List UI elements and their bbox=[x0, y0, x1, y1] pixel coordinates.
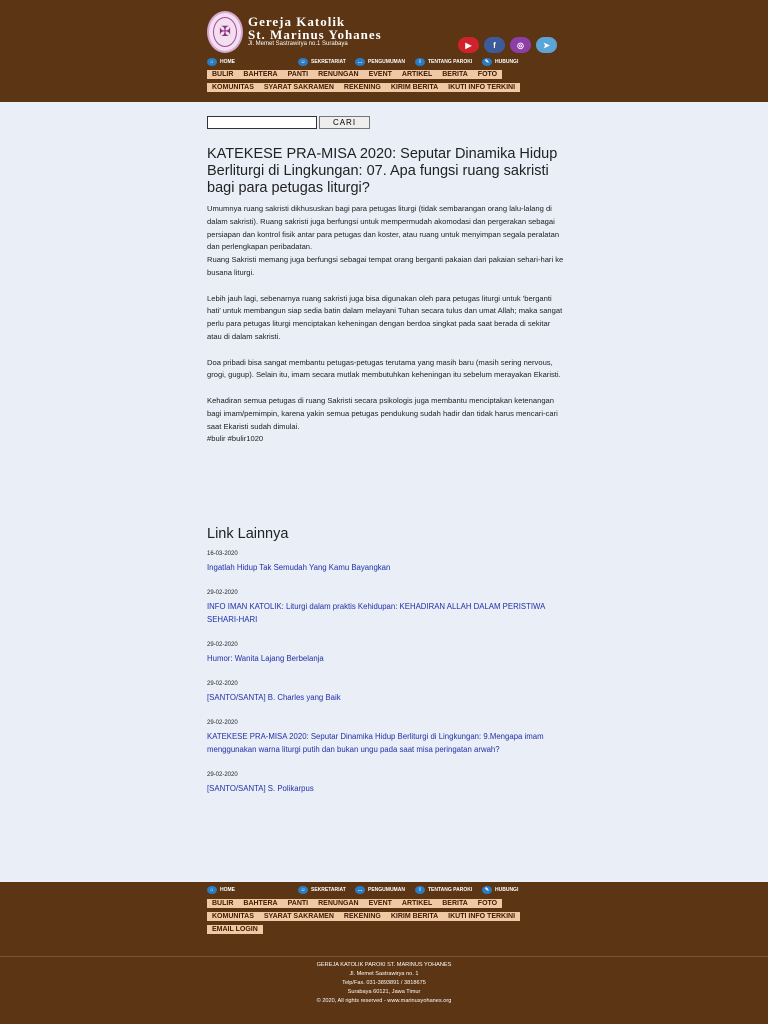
menu-bahtera[interactable]: BAHTERA bbox=[243, 71, 278, 78]
link-title[interactable]: Humor: Wanita Lajang Berbelanja bbox=[207, 654, 324, 663]
nav-hubungi[interactable] bbox=[482, 58, 518, 66]
chat-icon: … bbox=[355, 886, 365, 894]
people-icon: ☺ bbox=[298, 886, 308, 894]
footer-menu-kirim-berita[interactable]: KIRIM BERITA bbox=[390, 913, 439, 920]
main-menu-row2 bbox=[207, 83, 520, 92]
menu-renungan[interactable]: RENUNGAN bbox=[318, 71, 359, 78]
footer-nav-hubungi-label: HUBUNGI bbox=[495, 887, 519, 893]
search-bar bbox=[207, 116, 370, 129]
footer-menu-renungan[interactable]: RENUNGAN bbox=[318, 900, 359, 907]
article-title: KATEKESE PRA-MISA 2020: Seputar Dinamika Hidup Berliturgi di Lingkungan: 07. Apa fungsi ruang sakristi bagi para petugas liturgi? bbox=[207, 146, 558, 196]
list-item bbox=[207, 549, 567, 574]
instagram-icon[interactable]: ◎ bbox=[510, 37, 531, 53]
article-paragraph: Umumnya ruang sakristi dikhususkan bagi para petugas liturgi (tidak sembarangan orang lalu-lalang di dalam sakristi). Ruang sakristi juga berfungsi untuk mempermudah akomodasi dan pergerakan sebagai persiapan dan kontrol fisik antar para petugas dan koster, atau ruang untuk menyimpan segala peralatan dan perlengkapan peribadatan. bbox=[207, 204, 560, 252]
other-links-list bbox=[207, 549, 567, 809]
article-paragraph: Doa pribadi bisa sangat membantu petugas-petugas terutama yang masih baru (masih sering nervous, grogi, gugup). Selain itu, imam secara mutlak membutuhkan keheningan itu sebelum merayakan Ekaristi. bbox=[207, 357, 561, 380]
footer-menu-row2 bbox=[207, 912, 520, 921]
main-menu-row1 bbox=[207, 70, 502, 79]
menu-artikel[interactable]: ARTIKEL bbox=[401, 71, 433, 78]
menu-syarat-sakramen[interactable]: SYARAT SAKRAMEN bbox=[263, 84, 334, 91]
top-nav bbox=[207, 58, 557, 67]
pencil-icon: ✎ bbox=[482, 58, 492, 66]
chat-icon: … bbox=[355, 58, 365, 66]
nav-pengumuman-label: PENGUMUMAN bbox=[368, 59, 405, 65]
nav-home-label: HOME bbox=[220, 59, 235, 65]
footer-menu-row1 bbox=[207, 899, 502, 908]
footer-address: Jl. Memet Sastrawirya no. 1 bbox=[349, 971, 419, 977]
people-icon: ☺ bbox=[298, 58, 308, 66]
menu-foto[interactable]: FOTO bbox=[477, 71, 498, 78]
link-date: 29-02-2020 bbox=[207, 642, 238, 648]
link-date: 16-03-2020 bbox=[207, 551, 238, 557]
menu-rekening[interactable]: REKENING bbox=[343, 84, 381, 91]
nav-sekretariat[interactable] bbox=[298, 58, 346, 66]
footer-menu-panti[interactable]: PANTI bbox=[287, 900, 309, 907]
article-paragraph: Ruang Sakristi memang juga berfungsi sebagai tempat orang berganti pakaian dari pakaian sehari-hari ke busana liturgi. bbox=[207, 255, 564, 277]
search-button[interactable]: CARI bbox=[319, 116, 370, 129]
site-header bbox=[0, 0, 768, 102]
nav-pengumuman[interactable] bbox=[355, 58, 405, 66]
footer-menu-bahtera[interactable]: BAHTERA bbox=[243, 900, 278, 907]
menu-berita[interactable]: BERITA bbox=[442, 71, 468, 78]
footer-city: Surabaya 60121, Jawa Timur bbox=[347, 989, 421, 995]
nav-home[interactable] bbox=[207, 58, 235, 66]
list-item bbox=[207, 718, 567, 756]
facebook-icon[interactable]: f bbox=[484, 37, 505, 53]
link-date: 29-02-2020 bbox=[207, 590, 238, 596]
church-emblem-icon[interactable]: ✠ bbox=[207, 11, 243, 53]
footer-menu-ikuti-info-terkini[interactable]: IKUTI INFO TERKINI bbox=[448, 913, 516, 920]
other-links-heading: Link Lainnya bbox=[207, 526, 289, 542]
link-title[interactable]: Ingatlah Hidup Tak Semudah Yang Kamu Bayangkan bbox=[207, 563, 391, 572]
link-title[interactable]: INFO IMAN KATOLIK: Liturgi dalam praktis Kehidupan: KEHADIRAN ALLAH DALAM PERISTIWA SEHARI-HARI bbox=[207, 602, 545, 624]
site-address: Jl. Memet Sastrawirya no.1 Surabaya bbox=[248, 41, 348, 47]
site-name-line1[interactable]: Gereja Katolik bbox=[248, 14, 346, 29]
article-paragraph: Kehadiran semua petugas di ruang Sakristi secara psikologis juga membantu menciptakan ketenangan bagi imam/pemimpin, karena yakin semua petugas pendukung sudah hadir dan tidak harus mencari-cari saat Ekaristi sudah dimulai. bbox=[207, 395, 558, 431]
telegram-icon[interactable]: ➤ bbox=[536, 37, 557, 53]
footer-copyright: © 2020, All rights reserved - www.marinusyohanes.org bbox=[316, 998, 452, 1004]
footer-nav bbox=[207, 886, 557, 895]
menu-ikuti-info-terkini[interactable]: IKUTI INFO TERKINI bbox=[448, 84, 516, 91]
social-links bbox=[458, 37, 557, 53]
info-icon: i bbox=[415, 886, 425, 894]
footer-info bbox=[0, 961, 768, 1006]
footer-nav-pengumuman[interactable] bbox=[355, 886, 405, 894]
list-item bbox=[207, 640, 567, 665]
footer-nav-pengumuman-label: PENGUMUMAN bbox=[368, 887, 405, 893]
footer-nav-home[interactable] bbox=[207, 886, 235, 894]
article-paragraph: Lebih jauh lagi, sebenarnya ruang sakristi juga bisa digunakan oleh para petugas liturgi untuk 'berganti hati' untuk membangun siap sedia batin dalam melayani Tuhan secara tulus dan umat Allah; maka sangat perlu para petugas liturgi menciptakan keheningan dengan berdoa singkat pada saat berada di sekitar atau di dalam sakristi. bbox=[207, 293, 563, 341]
footer-nav-home-label: HOME bbox=[220, 887, 235, 893]
search-input[interactable] bbox=[207, 116, 317, 129]
footer-divider bbox=[0, 956, 768, 957]
nav-sekretariat-label: SEKRETARIAT bbox=[311, 59, 346, 65]
menu-panti[interactable]: PANTI bbox=[287, 71, 309, 78]
youtube-icon[interactable]: ▶ bbox=[458, 37, 479, 53]
footer-menu-foto[interactable]: FOTO bbox=[477, 900, 498, 907]
link-date: 29-02-2020 bbox=[207, 772, 238, 778]
email-login-link[interactable]: EMAIL LOGIN bbox=[212, 926, 258, 933]
list-item bbox=[207, 588, 567, 626]
link-date: 29-02-2020 bbox=[207, 681, 238, 687]
footer-nav-sekretariat-label: SEKRETARIAT bbox=[311, 887, 346, 893]
nav-hubungi-label: HUBUNGI bbox=[495, 59, 519, 65]
footer-nav-sekretariat[interactable] bbox=[298, 886, 346, 894]
menu-kirim-berita[interactable]: KIRIM BERITA bbox=[390, 84, 439, 91]
menu-event[interactable]: EVENT bbox=[368, 71, 392, 78]
footer-menu-row3 bbox=[207, 925, 263, 934]
menu-komunitas[interactable]: KOMUNITAS bbox=[212, 84, 254, 91]
site-name-line2[interactable]: St. Marinus Yohanes bbox=[248, 27, 382, 42]
pencil-icon: ✎ bbox=[482, 886, 492, 894]
footer-menu-syarat-sakramen[interactable]: SYARAT SAKRAMEN bbox=[263, 913, 334, 920]
footer-nav-tentang-paroki[interactable] bbox=[415, 886, 472, 894]
link-title[interactable]: [SANTO/SANTA] B. Charles yang Baik bbox=[207, 693, 341, 702]
link-title[interactable]: [SANTO/SANTA] S. Polikarpus bbox=[207, 784, 314, 793]
nav-tentang-paroki[interactable] bbox=[415, 58, 472, 66]
link-title[interactable]: KATEKESE PRA-MISA 2020: Seputar Dinamika Hidup Berliturgi di Lingkungan: 9.Mengapa imam menggunakan warna liturgi putih dan bukan ungu pada saat misa peringatan arwah? bbox=[207, 732, 544, 754]
home-icon: ⌂ bbox=[207, 58, 217, 66]
site-footer bbox=[0, 882, 768, 1024]
list-item bbox=[207, 679, 567, 704]
article-body bbox=[207, 203, 567, 446]
footer-menu-artikel[interactable]: ARTIKEL bbox=[401, 900, 433, 907]
footer-menu-rekening[interactable]: REKENING bbox=[343, 913, 381, 920]
list-item bbox=[207, 770, 567, 795]
footer-nav-hubungi[interactable] bbox=[482, 886, 518, 894]
article-hashtags: #bulir #bulir1020 bbox=[207, 434, 264, 444]
footer-org-name: GEREJA KATOLIK PAROKI ST. MARINUS YOHANES bbox=[316, 962, 452, 968]
home-icon: ⌂ bbox=[207, 886, 217, 894]
footer-phone: Telp/Fax. 031-3893891 / 3818675 bbox=[342, 980, 426, 986]
nav-tentang-paroki-label: TENTANG PAROKI bbox=[428, 59, 473, 65]
footer-nav-tentang-paroki-label: TENTANG PAROKI bbox=[428, 887, 473, 893]
link-date: 29-02-2020 bbox=[207, 720, 238, 726]
info-icon: i bbox=[415, 58, 425, 66]
footer-menu-bulir[interactable]: BULIR bbox=[212, 900, 234, 907]
menu-bulir[interactable]: BULIR bbox=[212, 71, 234, 78]
footer-menu-event[interactable]: EVENT bbox=[368, 900, 392, 907]
footer-menu-komunitas[interactable]: KOMUNITAS bbox=[212, 913, 254, 920]
footer-menu-berita[interactable]: BERITA bbox=[442, 900, 468, 907]
